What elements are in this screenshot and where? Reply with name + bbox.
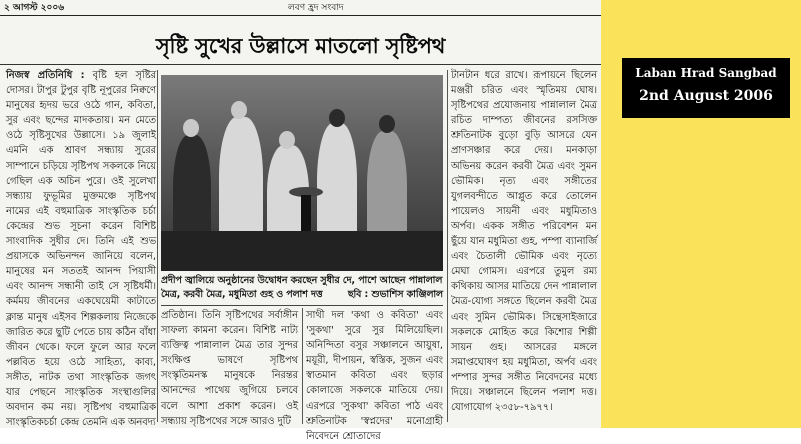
byline: নিজস্ব প্রতিনিধি : bbox=[6, 70, 85, 81]
column-divider bbox=[157, 70, 158, 422]
column-1-text: বৃষ্টি হল সৃষ্টির দোসর। টাপুর টুপুর বৃষ্টি নূপুরের নিক্বণে মানুষের হৃদয় ভরে ওঠে গান, কবিতা, সুর এবং ছন্দের মাদকতায়। মন মেতে ওঠে সৃষ্টিসুখের উল্লাসে। ১৯ জুলাই এমনি এক শ্রাবণ সন্ধ্যায় সুরের সাম্পানে চড়িয়ে সৃষ্টিপথ সকলকে নিয়ে গেছিল এক অচিন পুরে। ওই সুলেখা সন্ধ্যায় ফুভূমির মুক্তমঞ্চে সৃষ্টিপথ নামের এই বহুমাত্রিক সাংস্কৃতিক চর্চা কেন্দ্রের শুভ সূচনা করেন বিশিষ্ট সাংবাদিক সুধীর দে। তিনি এই শুভ প্রয়াসকে অভিনন্দন জানিয়ে বলেন, মানুষের মন সতত‌ই আনন্দ পিয়াসী এবং আনন্দ সন্ধানী তাই সে সৃষ্টিধর্মী। কর্মময় জীবনের একঘেয়েমী কাটাতে ক্লান্ত মানুষ এইসব শিল্পকলায় নিজেকে জারিত করে ছুটি পেতে চায় কঠিন বাঁধা জীবন থেকে। ফলে ফুলে আর ফলে পল্লবিত হয়ে ওঠে সাহিত্য, কাব্য, সঙ্গীত, নাটক তথা সাংস্কৃতিক জগৎ যার পেছনে সাংস্কৃতিক সংস্থাগুলির অবদান কম নয়। সৃষ্টিপথ বহুমাত্রিক সাংস্কৃতিকচর্চা কেন্দ্র তেমনি এক অনবদ্য bbox=[6, 70, 156, 429]
caption-text: প্রদীপ জ্বালিয়ে অনুষ্ঠানের উদ্বোধন করছেন সুধীর দে, পাশে আছেন পান্নালাল মৈত্র, করবী মৈত্র, মধুমিতা গুহ ও পলাশ দত্ত bbox=[161, 275, 443, 300]
caption-rule bbox=[161, 305, 443, 306]
source-label bbox=[622, 58, 790, 118]
article-column-4 bbox=[451, 68, 597, 424]
article-headline: সৃষ্টি সুখের উল্লাসে মাতলো সৃষ্টিপথ bbox=[155, 34, 446, 58]
column-divider bbox=[447, 70, 448, 422]
column-3-text: সাথী দল 'কথা ও কবিতা' এবং 'সুকথা' সুরে সুর মিলিয়েছিল। অনিন্দিতা বসুর সঞ্চালনে আয়ুষা, ময়ূরী, দীপায়ন, স্বস্তিক, সুজন এবং স্বাতমান কবিতা এবং ছড়ার কোলাজে সকলকে মাতিয়ে দেয়। এরপরে 'সুকথা' কবিতা পাঠ এবং শ্রুতিনাটক 'স্বপ্নদের' মনোগ্রাহী নিবেদনে শ্রোতাদের bbox=[306, 310, 443, 442]
masthead bbox=[0, 0, 601, 14]
article-column-3 bbox=[306, 308, 443, 442]
article-column-1 bbox=[6, 68, 156, 429]
masthead-date: ২ আগস্ট ২০০৬ bbox=[4, 3, 65, 13]
article-column-2 bbox=[161, 308, 298, 427]
masthead-paper-name: লবণ হ্রদ সংবাদ bbox=[288, 3, 344, 13]
photo-caption bbox=[161, 274, 443, 302]
publication-name: Laban Hrad Sangbad bbox=[635, 66, 777, 80]
column-4-text: টানটান ধরে রাখে। রূপায়নে ছিলেন মঞ্জরী চরিত এবং স্মৃতিময় ঘোষ। সৃষ্টিপথের প্রযোজনায় পান্নালাল মৈত্র রচিত দাম্পত্য জীবনের রসসিক্ত শ্রুতিনাটক বুড়ো বুড়ি আসরে যেন প্রাণসঞ্চার করে দেয়। মনকাড়া অভিনয় করেন করবী মৈত্র এবং সুমন ভৌমিক। নৃত্য এবং সঙ্গীতের যুগলবন্দীতে আপ্লুত করে তোলেন পায়েলও সায়নী এবং মধুমিতাও অর্পব। একক সঙ্গীত পরিবেশন মন ছুঁয়ে যান মধুমিতা গুহ, পম্পা ব্যানার্জি এবং চৈতালী ভৌমিক এবং নৃত্যে মেঘা গোমস। এরপরে তুমুল রম্য কথিকায় আসর মাতিয়ে দেন পান্নালাল মৈত্র-যোগ্য সঙ্গতে ছিলেন করবী মৈত্র এবং সুমিন ভৌমিক। সিন্থেসাইজারে সকলকে মোহিত করে কিশোর শিল্পী সায়ন গুহ। আসরের মঙ্গলে সমাপ্তঘোষণ হয় মধুমিতা, অর্পব এবং পম্পার সুন্দর সঙ্গীত নিবেদনের মধ্যে দিয়ে। সঞ্চালনে ছিলেন পলাশ দত্ত। যোগাযোগ ২৩৫৮-৭৯৭৭। bbox=[451, 70, 597, 414]
publication-date: 2nd August 2006 bbox=[639, 88, 773, 104]
masthead-rule bbox=[0, 15, 601, 16]
column-2-text: প্রতিষ্ঠান। তিনি সৃষ্টিপথের সর্বাঙ্গীন সাফল্য কামনা করেন। বিশিষ্ট নাট্য ব্যক্তিত্ব পান্নালাল মৈত্র তার সুন্দর সংক্ষিপ্ত ভাষণে সৃষ্টিপথ সংস্কৃতিমনস্ক মানুষকে নিরন্তর আনন্দের পাথেয় জুগিয়ে চলবে বলে আশা প্রকাশ করেন। ওই সন্ধ্যায় সৃষ্টিপথের সঙ্গে আরও দুটি bbox=[161, 310, 298, 427]
column-divider bbox=[302, 308, 303, 424]
photo-credit: ছবি : শুভাশিস কাঞ্জিলাল bbox=[347, 289, 443, 300]
headline-rule bbox=[0, 64, 601, 65]
event-photo bbox=[161, 75, 443, 271]
